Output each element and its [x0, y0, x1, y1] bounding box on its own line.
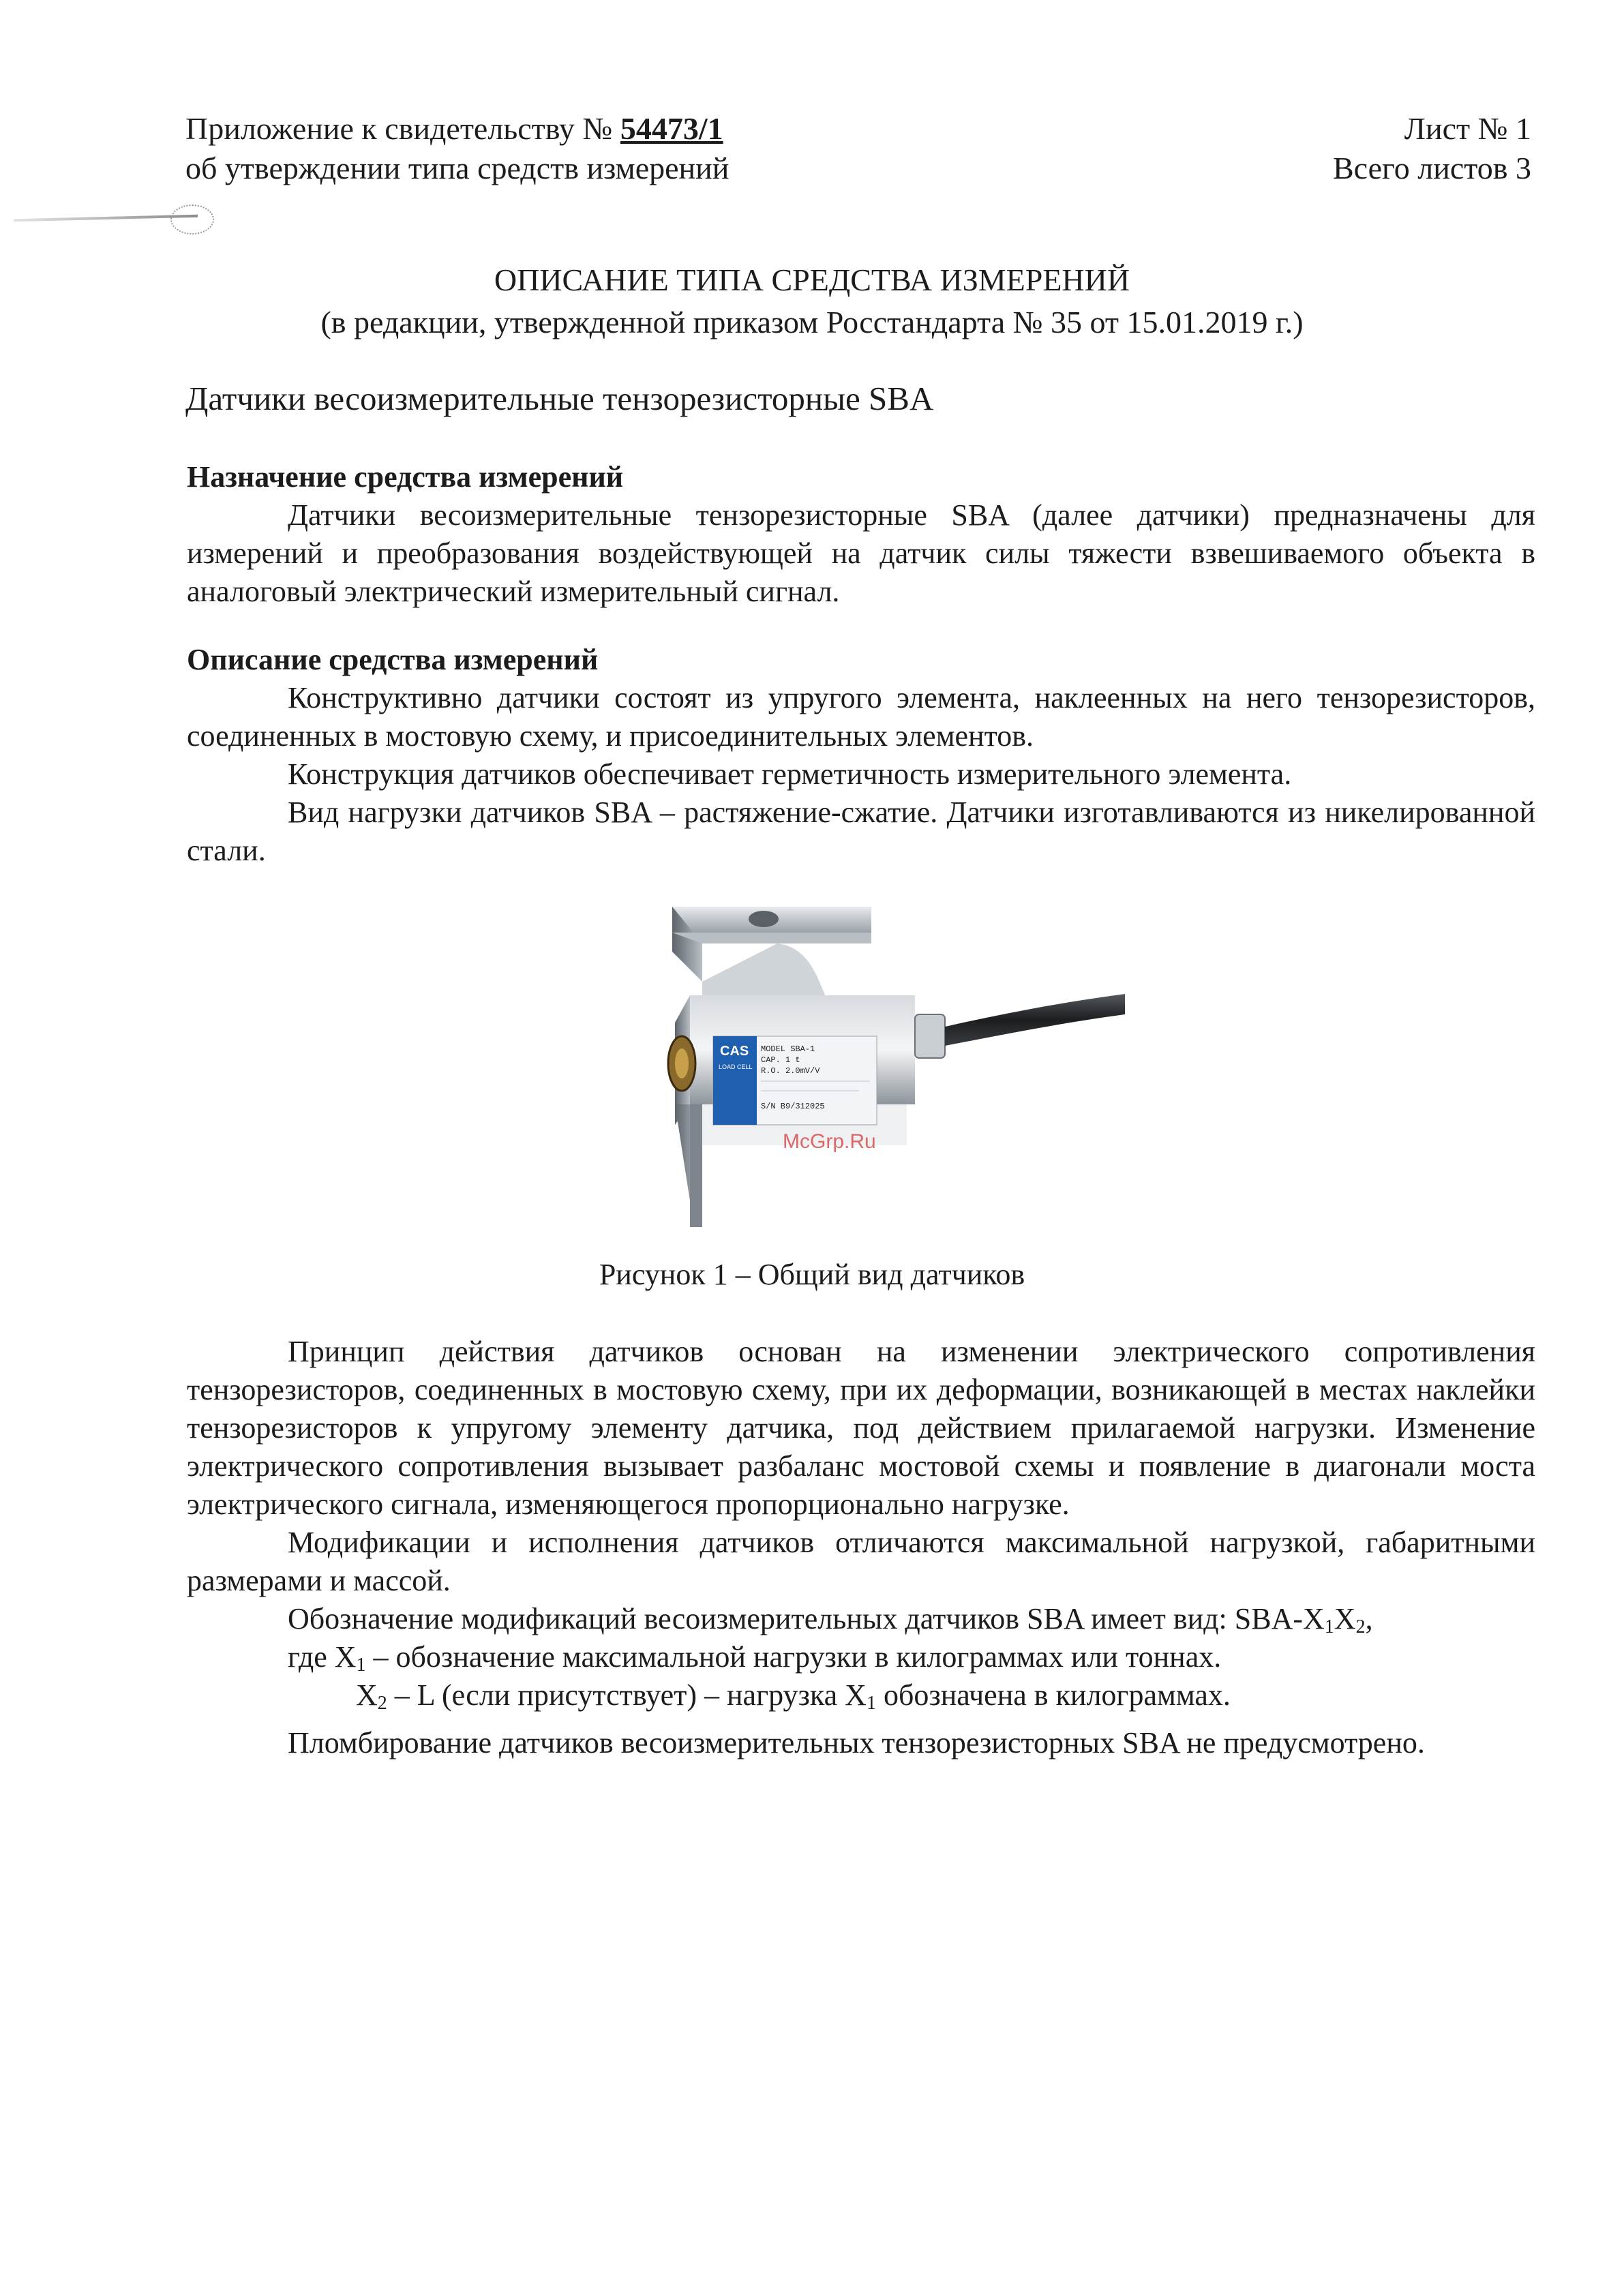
watermark: McGrp.Ru: [783, 1130, 876, 1153]
section-paragraph: Датчики весоизмерительные тензорезисторные SBA (далее датчики) предназначены для измерений и преобразования воздействующей на датчик силы тяжести взвешиваемого объекта в аналоговый электрический измерительный сигнал.: [187, 498, 1535, 608]
designation-text: – обозначение максимальной нагрузки в килограммах или тоннах.: [365, 1640, 1222, 1674]
subscript: 1: [1324, 1616, 1334, 1637]
subscript: 1: [356, 1655, 366, 1676]
section-principle: [187, 1333, 1535, 1762]
sheet-total: Всего листов 3: [1332, 151, 1531, 185]
label-line-2: CAP. 1 t: [761, 1055, 800, 1065]
mounting-hole: [749, 911, 779, 927]
top-plate-edge: [672, 933, 871, 943]
subscript: 2: [377, 1693, 387, 1714]
designation-text: Обозначение модификаций весоизмерительных датчиков SBA имеет вид: SBA-X: [288, 1602, 1325, 1635]
designation-text: – L (если присутствует) – нагрузка X: [387, 1678, 867, 1712]
approval-line: об утверждении типа средств измерений: [185, 151, 730, 185]
section-heading: Описание средства измерений: [187, 643, 599, 676]
s-curve: [702, 943, 828, 1002]
section-purpose: [187, 458, 1535, 611]
header-left: [185, 109, 729, 188]
load-cell-figure: [655, 900, 1125, 1241]
title-line-2: (в редакции, утвержденной приказом Росстандарта № 35 от 15.01.2019 г.): [320, 305, 1304, 339]
figure-caption: Рисунок 1 – Общий вид датчиков: [599, 1258, 1025, 1291]
label-brand-sub: LOAD CELL: [719, 1063, 753, 1070]
designation-x1-line: [187, 1638, 1535, 1676]
section-paragraph: Модификации и исполнения датчиков отличаются максимальной нагрузкой, габаритными размерами и массой.: [187, 1526, 1535, 1597]
section-description: [187, 641, 1535, 870]
subscript: 2: [1355, 1616, 1366, 1637]
label-line-3: R.O. 2.0mV/V: [761, 1066, 820, 1076]
certificate-prefix: Приложение к свидетельству №: [185, 111, 613, 146]
title-line-1: ОПИСАНИЕ ТИПА СРЕДСТВА ИЗМЕРЕНИЙ: [494, 262, 1130, 297]
cable: [945, 994, 1125, 1046]
document-title: [0, 259, 1624, 344]
designation-text: ,: [1365, 1602, 1373, 1635]
designation-text: X: [1334, 1602, 1356, 1635]
sheet-number: Лист № 1: [1404, 111, 1531, 146]
designation-text: где X: [288, 1640, 357, 1674]
section-paragraph: Принцип действия датчиков основан на изменении электрического сопротивления тензорезисторов, соединенных в мостовую схему, при их деформации, возникающей в местах наклейки тензорезисторов к упругому элементу датчика, под действием прилагаемой нагрузки. Изменение электрического сопротивления вызывает разбаланс мостовой схемы и появление в диагонали моста электрического сигнала, изменяющегося пропорционально нагрузке.: [187, 1335, 1535, 1521]
section-paragraph: Вид нагрузки датчиков SBA – растяжение-сжатие. Датчики изготавливаются из никелированной стали.: [187, 796, 1535, 867]
brass-plug-inner: [675, 1048, 689, 1078]
section-paragraph: Конструктивно датчики состоят из упругого элемента, наклеенных на него тензорезисторов, соединенных в мостовую схему, и присоединительных элементов.: [187, 681, 1535, 753]
cable-gland: [915, 1014, 945, 1058]
subscript: 1: [866, 1693, 876, 1714]
certificate-number: 54473/1: [620, 111, 723, 146]
section-heading: Назначение средства измерений: [187, 460, 624, 494]
scan-artifact-mark: [170, 205, 214, 235]
certificate-line: [185, 109, 729, 149]
bottom-plate: [690, 1104, 702, 1227]
section-paragraph: Конструкция датчиков обеспечивает герметичность измерительного элемента.: [288, 757, 1292, 791]
device-name: Датчики весоизмерительные тензорезисторные SBA: [185, 380, 934, 417]
designation-text: обозначена в килограммах.: [875, 1678, 1231, 1712]
label-serial: S/N B9/312025: [761, 1102, 825, 1111]
designation-line: [187, 1600, 1535, 1638]
section-paragraph: Пломбирование датчиков весоизмерительных тензорезисторных SBA не предусмотрено.: [288, 1726, 1425, 1759]
header-right: [1333, 109, 1531, 188]
label-brand: CAS: [720, 1044, 749, 1059]
designation-text: X: [356, 1678, 378, 1712]
label-line-1: MODEL SBA-1: [761, 1044, 815, 1054]
designation-x2-line: [187, 1676, 1535, 1715]
